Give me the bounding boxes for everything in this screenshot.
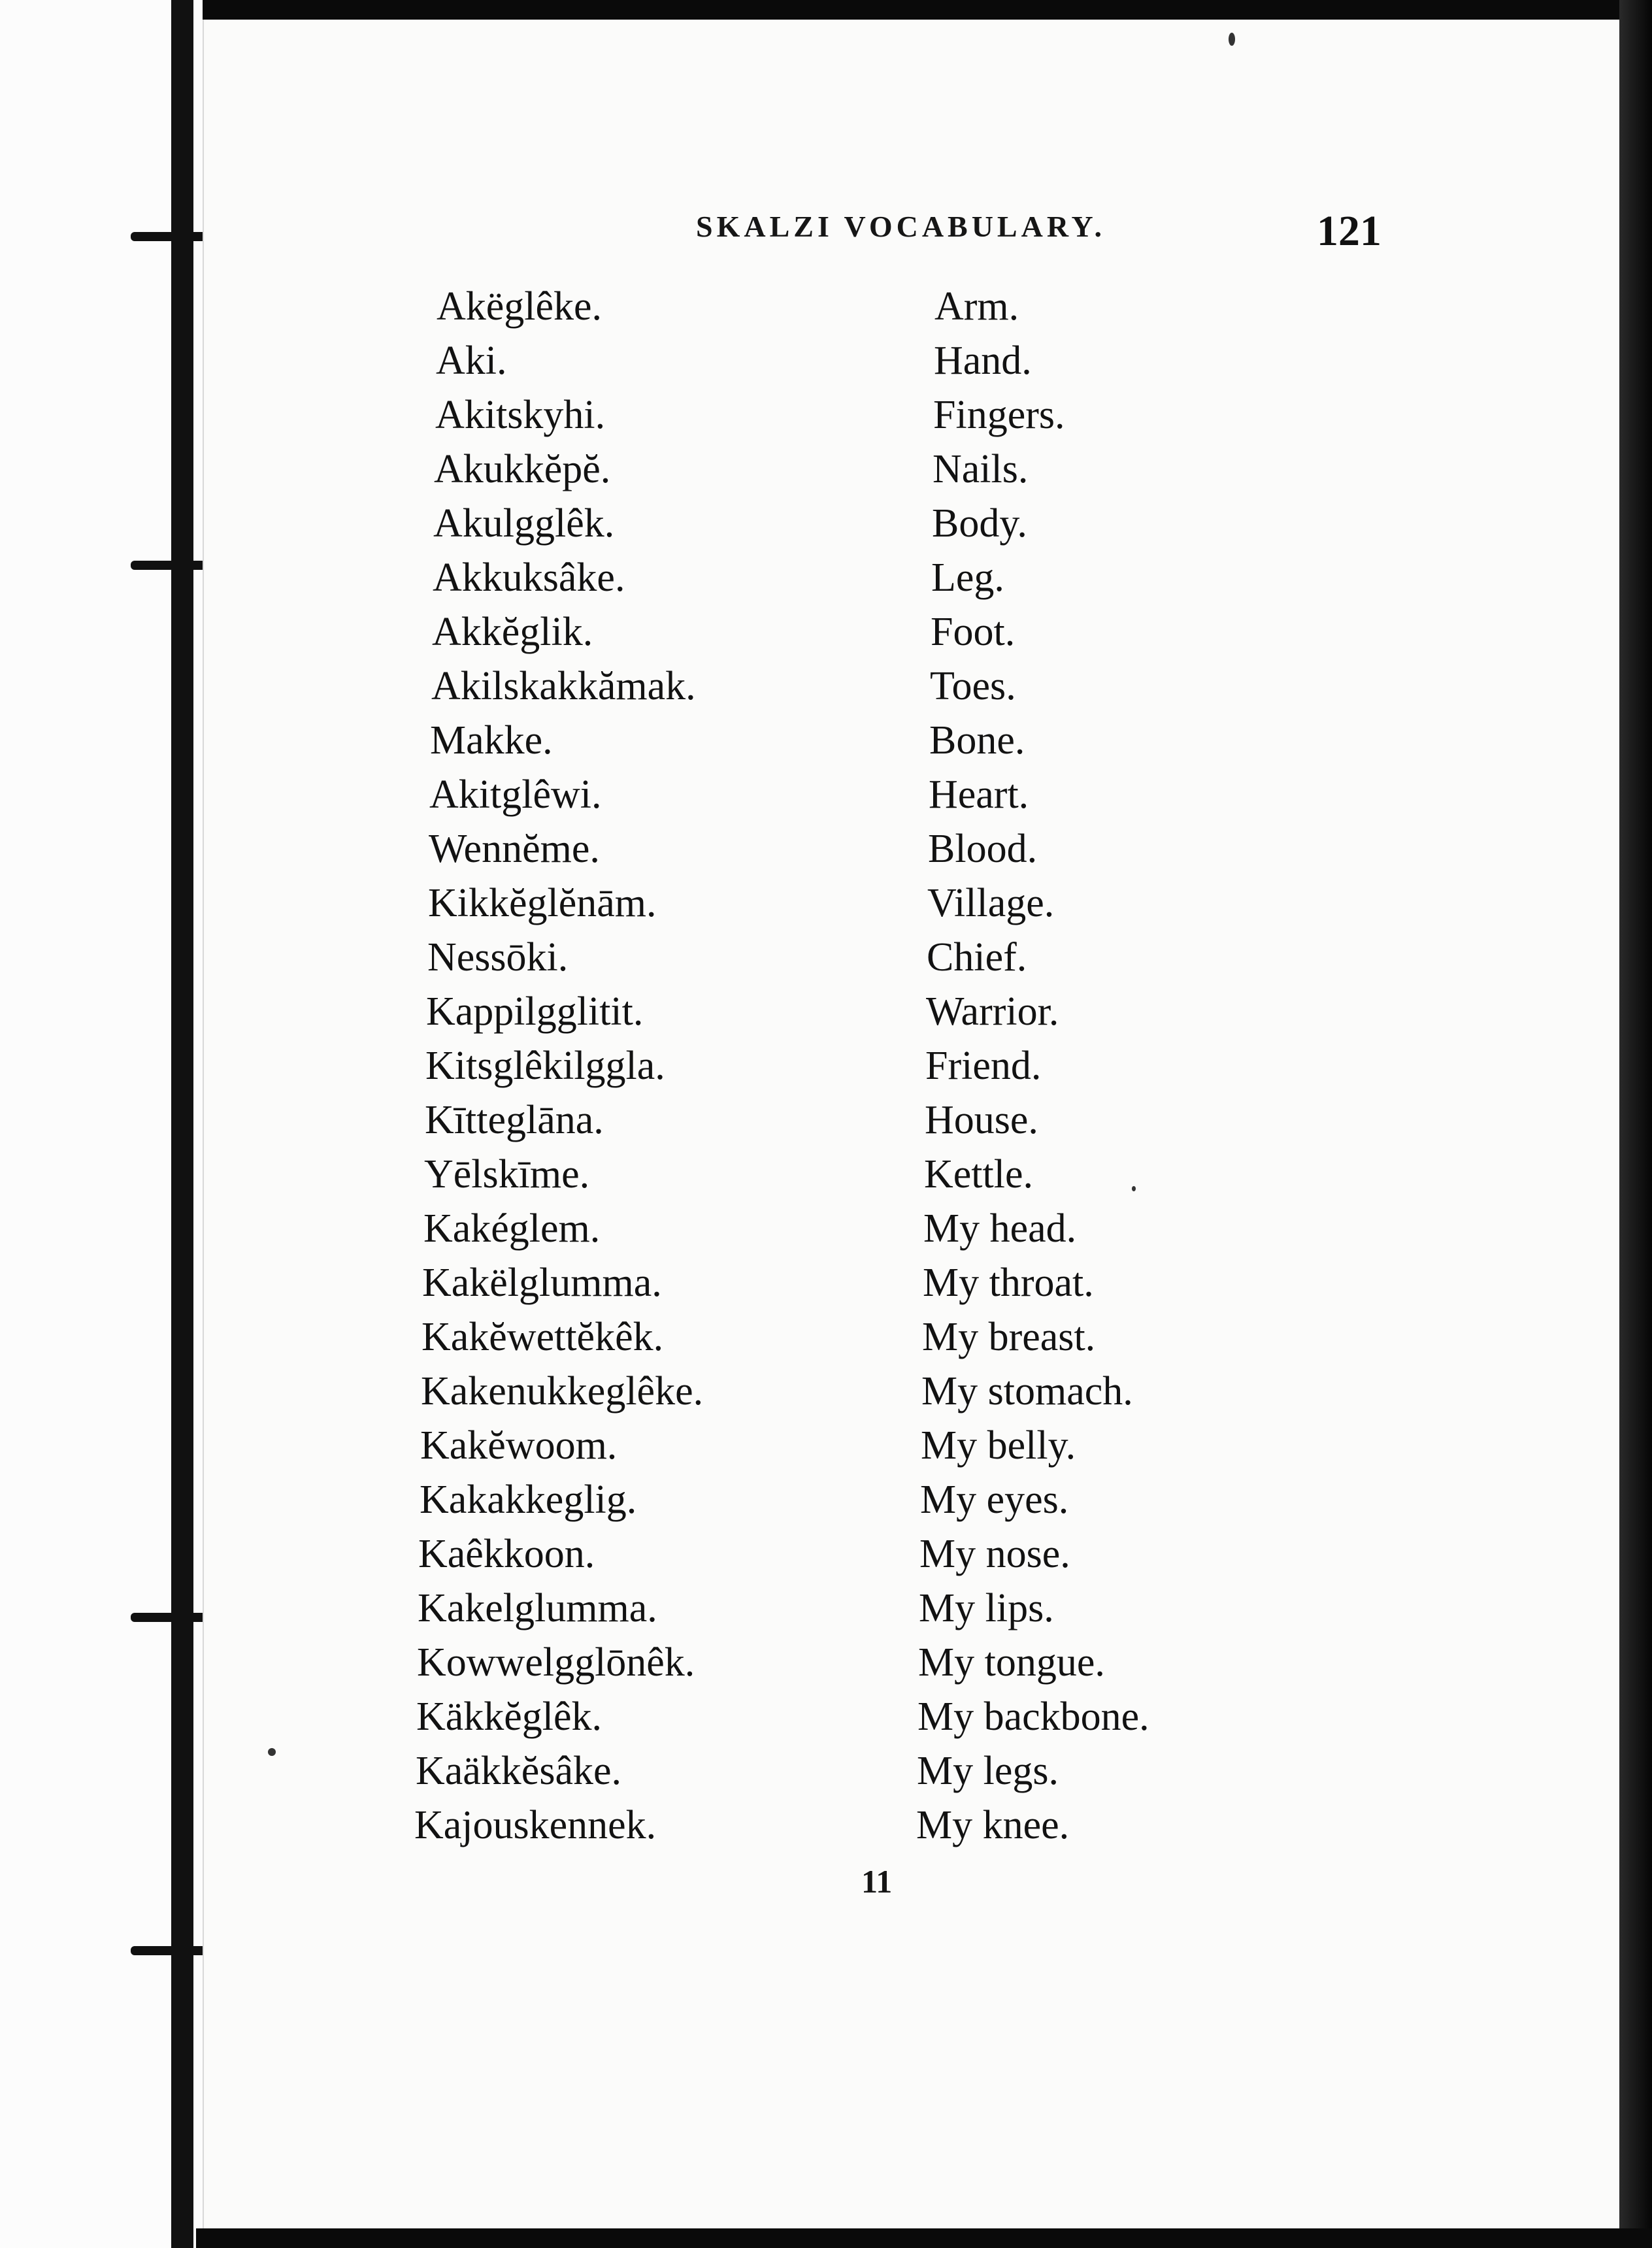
english-gloss: My nose.: [919, 1532, 1070, 1576]
english-word-column: [916, 280, 1149, 1853]
english-gloss: Warrior.: [926, 989, 1059, 1034]
english-gloss: Foot.: [931, 610, 1016, 654]
native-word: Kakelglumma.: [418, 1586, 657, 1630]
binding-margin: [0, 0, 203, 2248]
native-word: Kakéglem.: [423, 1206, 601, 1251]
native-word: Wennĕme.: [429, 827, 600, 871]
paper-speck: [1229, 33, 1235, 46]
english-gloss: House.: [925, 1098, 1038, 1142]
native-word: Akulgglêk.: [433, 501, 615, 546]
book-page: [203, 20, 1622, 2228]
signature-mark: 11: [861, 1863, 893, 1900]
native-word: Akëglêke.: [437, 284, 603, 329]
english-gloss: My backbone.: [917, 1694, 1149, 1739]
native-word: Akkuksâke.: [433, 555, 625, 600]
native-word: Nessōki.: [427, 935, 569, 980]
native-word: Kakenukkeglêke.: [421, 1369, 704, 1413]
native-word: Kaêkkoon.: [418, 1532, 595, 1576]
native-word: Akitglêwi.: [429, 772, 602, 817]
native-word: Kakĕwettĕkêk.: [421, 1315, 664, 1359]
english-gloss: My breast.: [922, 1315, 1096, 1359]
native-word: Kakëlglumma.: [422, 1261, 662, 1305]
english-gloss: Leg.: [931, 555, 1004, 600]
english-gloss: Heart.: [929, 772, 1029, 817]
native-word: Akukkĕpĕ.: [434, 447, 611, 491]
right-scan-border: [1619, 0, 1652, 2248]
english-gloss: Body.: [932, 501, 1027, 546]
english-gloss: My throat.: [923, 1261, 1094, 1305]
running-title: SKALZI VOCABULARY.: [696, 210, 1106, 243]
native-word: Kappilgglitit.: [426, 989, 644, 1034]
native-word: Yēlskīme.: [424, 1152, 590, 1197]
native-word: Makke.: [430, 718, 553, 763]
native-word-column: [414, 280, 704, 1853]
english-gloss: Hand.: [934, 339, 1032, 383]
native-word: Akitskyhi.: [435, 393, 606, 437]
native-word: Kowwelgglōnêk.: [417, 1640, 695, 1685]
english-gloss: Village.: [927, 881, 1055, 925]
native-word: Akkĕglik.: [432, 610, 593, 654]
english-gloss: Nails.: [933, 447, 1029, 491]
english-gloss: My legs.: [917, 1749, 1059, 1793]
native-word: Kakakkeglig.: [420, 1478, 637, 1522]
bottom-scan-border: [196, 2228, 1652, 2248]
paper-speck: [268, 1748, 276, 1756]
native-word: Kakĕwoom.: [420, 1423, 618, 1468]
top-scan-border: [196, 0, 1652, 21]
english-gloss: Fingers.: [933, 393, 1065, 437]
native-word: Aki.: [436, 339, 507, 383]
english-gloss: My tongue.: [918, 1640, 1105, 1685]
english-gloss: My stomach.: [921, 1369, 1133, 1413]
english-gloss: My head.: [923, 1206, 1077, 1251]
native-word: Akilskakkămak.: [431, 664, 696, 708]
english-gloss: Arm.: [934, 284, 1019, 329]
native-word: Kaäkkĕsâke.: [416, 1749, 621, 1793]
english-gloss: My belly.: [921, 1423, 1076, 1468]
english-gloss: My eyes.: [920, 1478, 1069, 1522]
native-word: Käkkĕglêk.: [416, 1694, 603, 1739]
english-gloss: My knee.: [916, 1803, 1070, 1847]
english-gloss: Friend.: [925, 1044, 1042, 1088]
english-gloss: Kettle.: [924, 1152, 1033, 1197]
english-gloss: Blood.: [928, 827, 1038, 871]
english-gloss: Bone.: [929, 718, 1025, 763]
english-gloss: Chief.: [927, 935, 1027, 980]
english-gloss: My lips.: [919, 1586, 1054, 1630]
spine-edge: [171, 0, 193, 2248]
native-word: Kitsglêkilggla.: [425, 1044, 665, 1088]
native-word: Kītteglāna.: [425, 1098, 604, 1142]
english-gloss: Toes.: [930, 664, 1016, 708]
page-number: 121: [1317, 207, 1381, 255]
native-word: Kajouskennek.: [414, 1803, 657, 1847]
native-word: Kikkĕglĕnām.: [428, 881, 657, 925]
